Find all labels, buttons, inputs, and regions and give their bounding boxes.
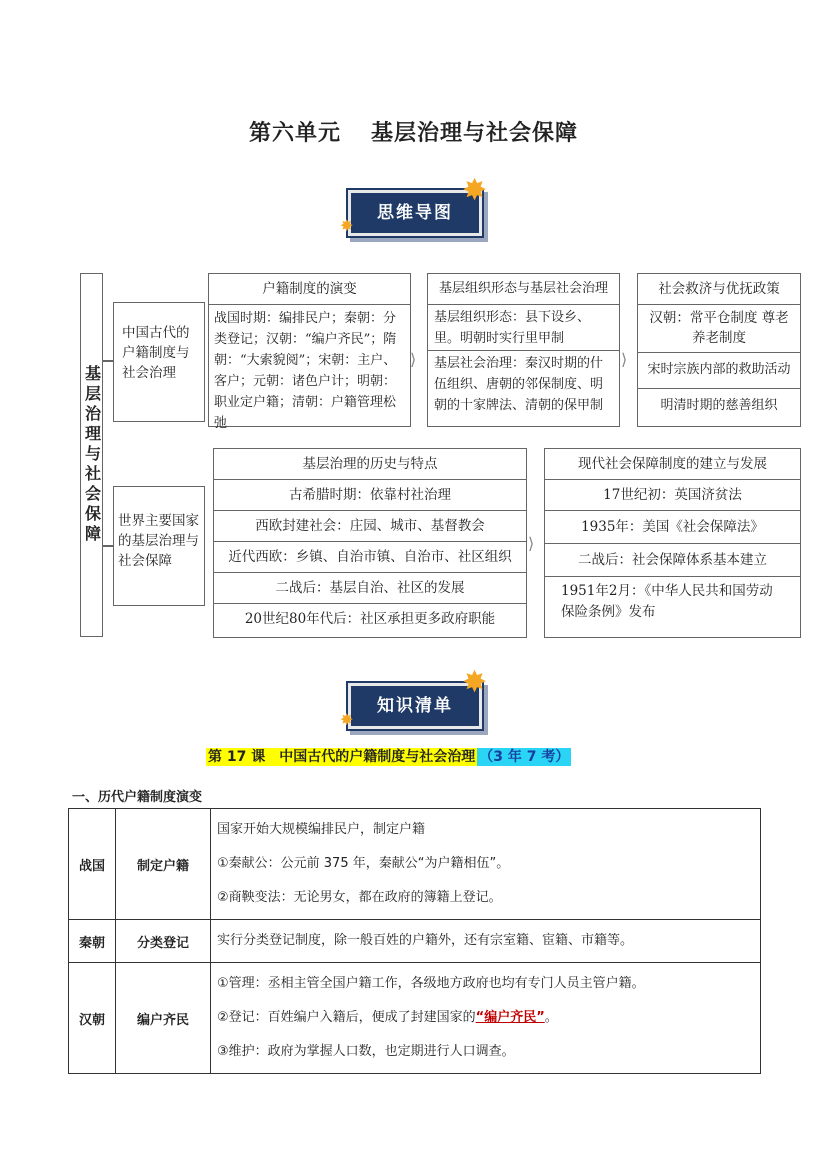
lesson-title: 第 17 课 中国古代的户籍制度与社会治理 [208, 749, 476, 765]
content-cell: ①管理：丞相主管全国户籍工作，各级地方政府也均有专门人员主管户籍。 ②登记：百姓编户入籍后，便成了封建国家的“编户齐民”。 ③维护：政府为掌握人口数，也定期进行人口调查。 [211, 963, 761, 1074]
star-icon: ✸ [340, 710, 354, 729]
knowledge-badge: 知识清单 [348, 683, 482, 729]
mindmap-badge: 思维导图 [348, 190, 482, 236]
star-icon: ✸ [340, 216, 354, 235]
content-cell: 实行分类登记制度，除一般百姓的户籍外，还有宗室籍、宦籍、市籍等。 [211, 920, 761, 963]
content-cell: 国家开始大规模编排民户，制定户籍 ①秦献公：公元前 375 年，秦献公“为户籍相伍”。 ②商鞅变法：无论男女，都在政府的簿籍上登记。 [211, 809, 761, 920]
page-title [0, 116, 827, 147]
box-body: 战国时期：编排民户；秦朝：分类登记；汉朝：“编户齐民”；隋朝：“大索貌阅”；宋朝：主户、客户；元朝：诸色户计；明朝：职业定户籍；清朝：户籍管理松弛 [214, 311, 397, 431]
box-item: 宋时宗族内部的救助活动 [638, 353, 800, 389]
arrow-right-icon: ⟩ [410, 350, 417, 369]
unit-name: 基层治理与社会保障 [371, 121, 579, 146]
connector [103, 545, 113, 547]
registry-table [68, 808, 761, 1074]
box-item: 近代西欧：乡镇、自治市镇、自治市、社区组织 [214, 542, 526, 573]
era-cell: 秦朝 [69, 920, 116, 963]
box-item: 二战后：基层自治、社区的发展 [214, 573, 526, 604]
box-title: 社会救济与优抚政策 [638, 274, 800, 305]
mindmap-box-grassroots-org [427, 273, 620, 427]
topic-cell: 编户齐民 [116, 963, 211, 1074]
box-item: 17世纪初：英国济贫法 [545, 480, 800, 511]
unit-label: 第六单元 [248, 121, 341, 146]
lesson-heading [206, 746, 571, 766]
box-item: 西欧封建社会：庄园、城市、基督教会 [214, 511, 526, 542]
era-cell: 战国 [69, 809, 116, 920]
star-icon: ✸ [462, 173, 488, 208]
arrow-right-icon: ⟩ [621, 350, 628, 369]
era-cell: 汉朝 [69, 963, 116, 1074]
box-title: 户籍制度的演变 [209, 274, 410, 305]
box-item: 基层社会治理：秦汉时期的什伍组织、唐朝的邻保制度、明朝的十家牌法、清朝的保甲制 [434, 356, 604, 413]
mindmap-branch-china: 中国古代的户籍制度与社会治理 [113, 302, 205, 422]
box-item: 古希腊时期：依靠村社治理 [214, 480, 526, 511]
box-item: 1951年2月：《中华人民共和国劳动保险条例》发布 [561, 583, 773, 620]
table-row [69, 809, 761, 920]
box-title: 基层组织形态与基层社会治理 [428, 274, 619, 305]
section-title: 一、历代户籍制度演变 [72, 790, 203, 805]
star-icon: ✸ [462, 665, 488, 700]
mindmap-box-social-relief [637, 273, 801, 427]
box-item: 基层组织形态：县下设乡、里。明朝时实行里甲制 [428, 305, 619, 351]
mindmap-box-grassroots-history [213, 448, 527, 638]
box-title: 现代社会保障制度的建立与发展 [545, 449, 800, 480]
box-item: 1935年：美国《社会保障法》 [545, 511, 800, 544]
exam-frequency-badge: （3 年 7 考） [479, 749, 570, 765]
topic-cell: 制定户籍 [116, 809, 211, 920]
box-item: 20世纪80年代后：社区承担更多政府职能 [244, 611, 496, 627]
mindmap-root: 基层治理与社会保障 [80, 273, 103, 637]
mindmap-box-social-security [544, 448, 801, 638]
topic-cell: 分类登记 [116, 920, 211, 963]
box-title: 基层治理的历史与特点 [214, 449, 526, 480]
box-item: 明清时期的慈善组织 [660, 398, 778, 413]
table-row [69, 920, 761, 963]
mindmap-box-household-registry [208, 273, 411, 431]
table-row [69, 963, 761, 1074]
connector [103, 360, 113, 362]
arrow-right-icon: ⟩ [528, 534, 535, 553]
box-item: 汉朝：常平仓制度 尊老养老制度 [638, 305, 800, 353]
mindmap-branch-world: 世界主要国家的基层治理与社会保障 [113, 486, 205, 606]
box-item: 二战后：社会保障体系基本建立 [545, 544, 800, 577]
highlight-term: “编户齐民” [475, 1010, 545, 1025]
